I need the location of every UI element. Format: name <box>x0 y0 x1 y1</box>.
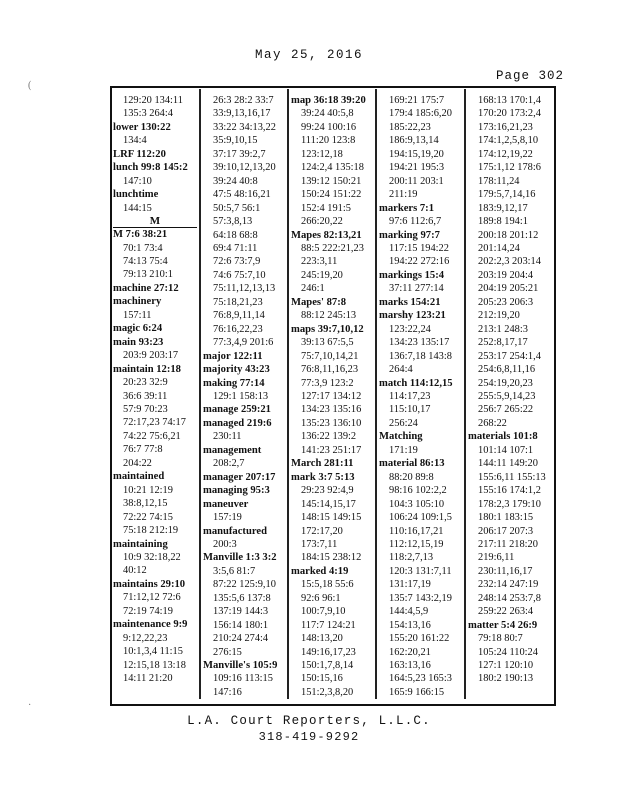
index-reference: 114:17,23 <box>389 390 431 402</box>
index-reference: 175:1,12 178:6 <box>478 162 541 174</box>
index-reference: 213:1 248:3 <box>478 323 528 335</box>
index-reference: 12:15,18 13:18 <box>123 659 186 671</box>
index-term: map 36:18 39:20 <box>291 95 366 106</box>
index-term: machinery <box>113 296 162 308</box>
index-term: Mapes' 87:8 <box>291 296 347 308</box>
index-reference: 200:11 203:1 <box>389 175 444 187</box>
index-reference: 20:23 32:9 <box>123 377 168 389</box>
index-reference: 255:5,9,14,23 <box>478 390 536 402</box>
index-term: March 281:11 <box>291 458 354 470</box>
index-reference: 117:15 194:22 <box>389 242 449 254</box>
index-term: markings 15:4 <box>379 269 445 281</box>
index-reference: 254:19,20,23 <box>478 377 533 389</box>
index-reference: 210:24 274:4 <box>213 633 269 645</box>
index-reference: 232:14 247:19 <box>478 579 539 591</box>
index-reference: 155:20 161:22 <box>389 633 450 645</box>
index-reference: 77:3,9 123:2 <box>301 377 354 389</box>
index-reference: 203:19 204:4 <box>478 269 534 281</box>
index-reference: 29:23 92:4,9 <box>301 485 354 497</box>
index-term: manage 259:21 <box>203 404 271 416</box>
index-reference: 152:4 191:5 <box>301 202 351 214</box>
index-reference: 150:1,7,8,14 <box>301 660 354 672</box>
index-reference: 77:3,4,9 201:6 <box>213 337 274 349</box>
index-reference: 276:15 <box>213 646 242 658</box>
index-reference: 178:2,3 179:10 <box>478 498 541 510</box>
index-reference: 147:16 <box>213 686 242 698</box>
index-reference: 230:11,16,17 <box>478 565 533 577</box>
index-term: main 93:23 <box>113 336 164 348</box>
index-reference: 35:9,10,15 <box>213 135 258 147</box>
index-reference: 127:17 134:12 <box>301 390 362 402</box>
index-reference: 204:22 <box>123 457 152 469</box>
index-reference: 74:22 75:6,21 <box>123 430 181 442</box>
index-reference: 99:24 100:16 <box>301 121 357 133</box>
index-term: major 122:11 <box>203 350 263 362</box>
index-reference: 169:21 175:7 <box>389 95 445 106</box>
index-reference: 145:14,15,17 <box>301 498 356 510</box>
index-term: maintained <box>113 471 165 483</box>
index-reference: 47:5 48:16,21 <box>213 189 271 201</box>
index-column-2 <box>203 94 286 702</box>
index-reference: 150:15,16 <box>301 673 343 685</box>
index-reference: 203:9 203:17 <box>123 350 179 362</box>
index-term: match 114:12,15 <box>379 377 453 389</box>
index-reference: 70:1 73:4 <box>123 242 163 254</box>
index-reference: 162:20,21 <box>389 646 431 658</box>
index-reference: 253:17 254:1,4 <box>478 350 541 362</box>
index-reference: 14:11 21:20 <box>123 673 173 685</box>
index-reference: 200:18 201:12 <box>478 229 539 241</box>
index-reference: 245:19,20 <box>301 269 343 281</box>
index-reference: 163:13,16 <box>389 660 431 672</box>
index-reference: 117:7 124:21 <box>301 619 356 631</box>
index-term: maintaining <box>113 538 168 550</box>
index-reference: 36:6 39:11 <box>123 390 168 402</box>
index-reference: 106:24 109:1,5 <box>389 512 452 524</box>
index-reference: 168:13 170:1,4 <box>478 95 541 106</box>
index-reference: 135:7 143:2,19 <box>389 592 452 604</box>
index-reference: 256:24 <box>389 417 418 429</box>
index-reference: 72:22 74:15 <box>123 511 173 523</box>
index-reference: 164:5,23 165:3 <box>389 673 452 685</box>
index-reference: 76:7 77:8 <box>123 444 163 456</box>
index-reference: 135:5,6 137:8 <box>213 592 271 604</box>
index-reference: 256:7 265:22 <box>478 404 534 416</box>
index-reference: 110:16,17,21 <box>389 525 444 537</box>
index-term: lunchtime <box>113 189 159 201</box>
index-reference: 76:16,22,23 <box>213 323 263 335</box>
index-reference: 88:20 89:8 <box>389 471 434 483</box>
index-reference: 157:19 <box>213 512 242 524</box>
index-reference: 208:2,7 <box>213 458 245 470</box>
index-reference: 123:22,24 <box>389 323 431 335</box>
index-term: managed 219:6 <box>203 417 272 429</box>
index-reference: 74:6 75:7,10 <box>213 269 266 281</box>
index-reference: 9:12,22,23 <box>123 632 168 644</box>
index-reference: 33:9,13,16,17 <box>213 108 271 120</box>
index-reference: 151:2,3,8,20 <box>301 686 354 698</box>
index-reference: 92:6 96:1 <box>301 592 341 604</box>
index-reference: 178:11,24 <box>478 175 520 187</box>
column-divider <box>375 89 377 699</box>
index-reference: 134:4 <box>123 135 147 147</box>
index-reference: 173:16,21,23 <box>478 121 533 133</box>
index-term: Manville's 105:9 <box>203 660 278 672</box>
index-reference: 173:7,11 <box>301 538 338 550</box>
index-reference: 134:23 135:17 <box>389 337 450 349</box>
index-reference: 230:11 <box>213 431 242 443</box>
column-divider <box>464 89 466 699</box>
index-reference: 144:11 149:20 <box>478 458 538 470</box>
index-term: maps 39:7,10,12 <box>291 323 364 335</box>
index-reference: 148:15 149:15 <box>301 512 362 524</box>
index-reference: 194:22 272:16 <box>389 256 450 268</box>
index-reference: 165:9 166:15 <box>389 686 445 698</box>
index-reference: 87:22 125:9,10 <box>213 579 276 591</box>
index-reference: 157:11 <box>123 309 152 321</box>
index-reference: 72:6 73:7,9 <box>213 256 261 268</box>
index-reference: 39:24 40:8 <box>213 175 258 187</box>
court-reporter-name: L.A. Court Reporters, L.L.C. <box>187 714 431 728</box>
index-reference: 259:22 263:4 <box>478 606 534 618</box>
index-reference: 127:1 120:10 <box>478 660 534 672</box>
index-reference: 39:13 67:5,5 <box>301 337 354 349</box>
index-reference: 180:1 183:15 <box>478 512 534 524</box>
index-reference: 129:1 158:13 <box>213 390 269 402</box>
court-reporter-phone: 318-419-9292 <box>258 730 360 744</box>
index-reference: 248:14 253:7,8 <box>478 592 541 604</box>
index-reference: 141:23 251:17 <box>301 444 362 456</box>
index-reference: 134:23 135:16 <box>301 404 362 416</box>
index-reference: 219:6,11 <box>478 552 515 564</box>
index-term: manufactured <box>203 525 267 537</box>
index-reference: 10:1,3,4 11:15 <box>123 646 183 658</box>
index-reference: 183:9,12,17 <box>478 202 528 214</box>
index-reference: 38:8,12,15 <box>123 498 168 510</box>
index-reference: 136:7,18 143:8 <box>389 350 452 362</box>
index-reference: 57:3,8,13 <box>213 216 253 228</box>
index-term: magic 6:24 <box>113 323 163 335</box>
index-reference: 136:22 139:2 <box>301 431 357 443</box>
index-term: material 86:13 <box>379 458 445 470</box>
index-term: lower 130:22 <box>113 121 171 133</box>
index-reference: 112:12,15,19 <box>389 538 444 550</box>
index-reference: 15:5,18 55:6 <box>301 579 354 591</box>
index-term: maneuver <box>203 498 249 510</box>
index-column-3 <box>291 94 374 702</box>
index-reference: 200:3 <box>213 538 237 550</box>
index-column-1 <box>113 94 197 702</box>
column-divider <box>199 89 201 699</box>
column-divider <box>287 89 289 699</box>
index-reference: 69:4 71:11 <box>213 242 258 254</box>
index-reference: 115:10,17 <box>389 404 431 416</box>
index-reference: 75:18 212:19 <box>123 525 179 537</box>
index-reference: 137:19 144:3 <box>213 606 269 618</box>
index-term: machine 27:12 <box>113 282 179 294</box>
index-column-4 <box>379 94 463 702</box>
index-term: marked 4:19 <box>291 565 349 577</box>
index-reference: 156:14 180:1 <box>213 619 269 631</box>
index-reference: 71:12,12 72:6 <box>123 592 181 604</box>
index-reference: 40:12 <box>123 565 147 577</box>
index-reference: 129:20 134:11 <box>123 95 183 106</box>
index-reference: 39:24 40:5,8 <box>301 108 354 120</box>
index-reference: 111:20 123:8 <box>301 135 356 147</box>
index-reference: 217:11 218:20 <box>478 538 538 550</box>
index-term: M 7:6 38:21 <box>113 229 168 241</box>
index-reference: 88:5 222:21,23 <box>301 242 364 254</box>
index-reference: 150:24 151:22 <box>301 189 362 201</box>
index-reference: 211:19 <box>389 189 418 201</box>
index-reference: 75:11,12,13,13 <box>213 283 276 295</box>
index-reference: 205:23 206:3 <box>478 296 534 308</box>
index-term: materials 101:8 <box>468 431 538 443</box>
index-term: making 77:14 <box>203 377 265 389</box>
index-reference: 212:19,20 <box>478 310 520 322</box>
index-term: marshy 123:21 <box>379 310 446 322</box>
index-reference: 79:18 80:7 <box>478 633 523 645</box>
index-term: Matching <box>379 431 423 443</box>
index-reference: 50:5,7 56:1 <box>213 202 261 214</box>
index-reference: 201:14,24 <box>478 242 520 254</box>
index-reference: 105:24 110:24 <box>478 646 538 658</box>
index-reference: 76:8,11,16,23 <box>301 364 359 376</box>
index-reference: 135:23 136:10 <box>301 417 362 429</box>
index-term: Manville 1:3 3:2 <box>203 552 277 564</box>
index-reference: 75:18,21,23 <box>213 296 263 308</box>
index-reference: 246:1 <box>301 283 325 295</box>
section-letter: M <box>113 215 197 228</box>
index-reference: 171:19 <box>389 444 418 456</box>
index-term: maintains 29:10 <box>113 578 186 590</box>
index-term: marks 154:21 <box>379 296 441 308</box>
index-reference: 79:13 210:1 <box>123 269 173 281</box>
index-reference: 123:12,18 <box>301 148 343 160</box>
index-reference: 131:17,19 <box>389 579 431 591</box>
index-reference: 147:10 <box>123 175 152 187</box>
scan-mark: ( <box>28 80 32 91</box>
index-reference: 202:2,3 203:14 <box>478 256 541 268</box>
index-reference: 72:19 74:19 <box>123 605 173 617</box>
index-reference: 185:22,23 <box>389 121 431 133</box>
index-term: lunch 99:8 145:2 <box>113 162 188 174</box>
index-reference: 118:2,7,13 <box>389 552 434 564</box>
index-reference: 204:19 205:21 <box>478 283 539 295</box>
index-reference: 148:13,20 <box>301 633 343 645</box>
index-term: matter 5:4 26:9 <box>468 619 538 631</box>
index-reference: 170:20 173:2,4 <box>478 108 541 120</box>
index-reference: 155:16 174:1,2 <box>478 485 541 497</box>
index-term: maintain 12:18 <box>113 363 181 375</box>
index-reference: 254:6,8,11,16 <box>478 364 536 376</box>
scan-mark: · <box>28 700 32 711</box>
index-reference: 180:2 190:13 <box>478 673 534 685</box>
index-reference: 37:17 39:2,7 <box>213 148 266 160</box>
index-reference: 194:15,19,20 <box>389 148 444 160</box>
index-reference: 223:3,11 <box>301 256 338 268</box>
index-reference: 139:12 150:21 <box>301 175 362 187</box>
index-reference: 252:8,17,17 <box>478 337 528 349</box>
index-reference: 206:17 207:3 <box>478 525 534 537</box>
index-reference: 174:12,19,22 <box>478 148 533 160</box>
index-column-5 <box>468 94 554 702</box>
index-term: managing 95:3 <box>203 485 270 497</box>
index-reference: 101:14 107:1 <box>478 444 534 456</box>
index-reference: 104:3 105:10 <box>389 498 445 510</box>
index-reference: 98:16 102:2,2 <box>389 485 447 497</box>
index-reference: 189:8 194:1 <box>478 216 528 228</box>
index-reference: 179:4 185:6,20 <box>389 108 452 120</box>
index-reference: 37:11 277:14 <box>389 283 444 295</box>
index-reference: 149:16,17,23 <box>301 646 356 658</box>
index-reference: 3:5,6 81:7 <box>213 565 256 577</box>
index-reference: 124:2,4 135:18 <box>301 162 364 174</box>
page-number: Page 302 <box>496 69 565 83</box>
index-reference: 72:17,23 74:17 <box>123 417 186 429</box>
index-reference: 264:4 <box>389 364 413 376</box>
index-reference: 97:6 112:6,7 <box>389 216 442 228</box>
index-reference: 144:4,5,9 <box>389 606 429 618</box>
index-reference: 179:5,7,14,16 <box>478 189 536 201</box>
index-reference: 268:22 <box>478 417 507 429</box>
index-term: maintenance 9:9 <box>113 619 188 631</box>
index-reference: 154:13,16 <box>389 619 431 631</box>
index-reference: 109:16 113:15 <box>213 673 273 685</box>
index-reference: 33:22 34:13,22 <box>213 121 276 133</box>
index-reference: 144:15 <box>123 202 152 214</box>
index-reference: 57:9 70:23 <box>123 403 168 415</box>
index-term: manager 207:17 <box>203 471 276 483</box>
index-term: Mapes 82:13,21 <box>291 229 362 241</box>
index-reference: 39:10,12,13,20 <box>213 162 276 174</box>
index-term: mark 3:7 5:13 <box>291 471 355 483</box>
index-reference: 88:12 245:13 <box>301 310 357 322</box>
index-term: marking 97:7 <box>379 229 440 241</box>
index-term: management <box>203 444 262 456</box>
index-reference: 75:7,10,14,21 <box>301 350 359 362</box>
index-reference: 10:9 32:18,22 <box>123 551 181 563</box>
index-reference: 174:1,2,5,8,10 <box>478 135 539 147</box>
index-reference: 100:7,9,10 <box>301 606 346 618</box>
index-reference: 266:20,22 <box>301 216 343 228</box>
transcript-date: May 25, 2016 <box>254 48 363 62</box>
index-reference: 10:21 12:19 <box>123 484 173 496</box>
index-reference: 26:3 28:2 33:7 <box>213 95 274 106</box>
index-term: majority 43:23 <box>203 364 270 376</box>
index-term: LRF 112:20 <box>113 148 166 160</box>
index-reference: 184:15 238:12 <box>301 552 362 564</box>
index-reference: 74:13 75:4 <box>123 255 168 267</box>
index-reference: 135:3 264:4 <box>123 108 173 120</box>
index-reference: 186:9,13,14 <box>389 135 439 147</box>
index-reference: 155:6,11 155:13 <box>478 471 546 483</box>
index-reference: 120:3 131:7,11 <box>389 565 452 577</box>
index-term: markers 7:1 <box>379 202 435 214</box>
index-reference: 172:17,20 <box>301 525 343 537</box>
index-reference: 64:18 68:8 <box>213 229 258 241</box>
index-reference: 194:21 195:3 <box>389 162 445 174</box>
index-reference: 76:8,9,11,14 <box>213 310 265 322</box>
